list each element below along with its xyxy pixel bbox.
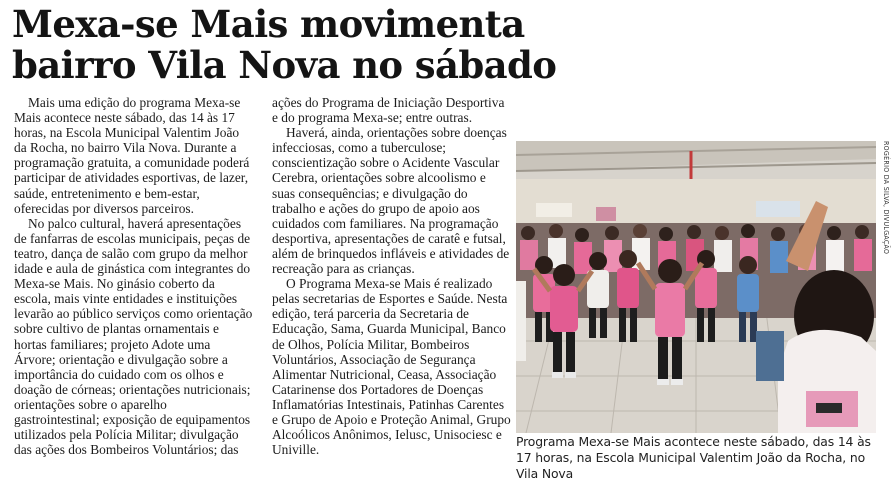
photo-caption: Programa Mexa-se Mais acontece neste sábado, das 14 às 17 horas, na Escola Municipal Valentim João da Rocha, no Vila Nova (516, 434, 871, 481)
paragraph: Haverá, ainda, orientações sobre doenças infecciosas, como a tuberculose; conscientização sobre o Acidente Vascular Cerebra, orientações sobre alcoolismo e suas consequências; e divulgação do trabalho e ações do grupo de apoio aos cuidados com familiares. Na programação desportiva, apresentações de caratê e futsal, além de brinquedos infláveis e atividades de recreação para as crianças. (272, 125, 510, 277)
article-column-1 (14, 95, 254, 457)
paragraph: Mais uma edição do programa Mexa-se Mais acontece neste sábado, das 14 às 17 horas, na Escola Municipal Valentim João da Rocha, no bairro Vila Nova. Durante a programação gratuita, a comunidade poderá participar de atividades esportivas, de lazer, saúde, entretenimento e bem-estar, oferecidas por diversos parceiros. (14, 95, 250, 216)
article-column-2 (272, 95, 512, 457)
paragraph: O Programa Mexa-se Mais é realizado pelas secretarias de Esportes e Saúde. Nesta edição, terá parceria da Secretaria de Educação, Sama, Guarda Municipal, Banco de Olhos, Polícia Militar, Bombeiros Voluntários, Associação de Segurança Alimentar Nutricional, Ceasa, Associação Catarinense dos Portadores de Doenças Inflamatórias Intestinais, Patinhas Carentes e Grupo de Apoio e Proteção Animal, Grupo Alcoólicos Anônimos, Ielusc, Unisociesc e Univille. (272, 276, 511, 458)
photo-credit: ROGÉRIO DA SILVA, DIVULGAÇÃO (882, 141, 890, 255)
event-photo-illustration (516, 141, 876, 433)
paragraph: No palco cultural, haverá apresentações de fanfarras de escolas municipais, peças de teatro, dança de salão com grupo da melhor idade e aula de ginástica com integrantes do Mexa-se Mais. No ginásio coberto da escola, mais vinte entidades e instituições levarão ao público serviços como orientação sobre cultivo de plantas ornamentais e hortas familiares; projeto Adote uma Árvore; orientação e divulgação sobre a importância do cuidado com os olhos e doação de córneas; orientações nutricionais; orientações sobre o aparelho gastrointestinal; exposição de equipamentos utilizados pela Polícia Militar; divulgação das ações dos Bombeiros Voluntários; das (14, 215, 253, 458)
headline: Mexa-se Mais movimenta bairro Vila Nova no sábado (12, 2, 557, 87)
event-photo (516, 141, 876, 433)
paragraph: ações do Programa de Iniciação Desportiva e do programa Mexa-se; entre outras. (272, 95, 505, 126)
